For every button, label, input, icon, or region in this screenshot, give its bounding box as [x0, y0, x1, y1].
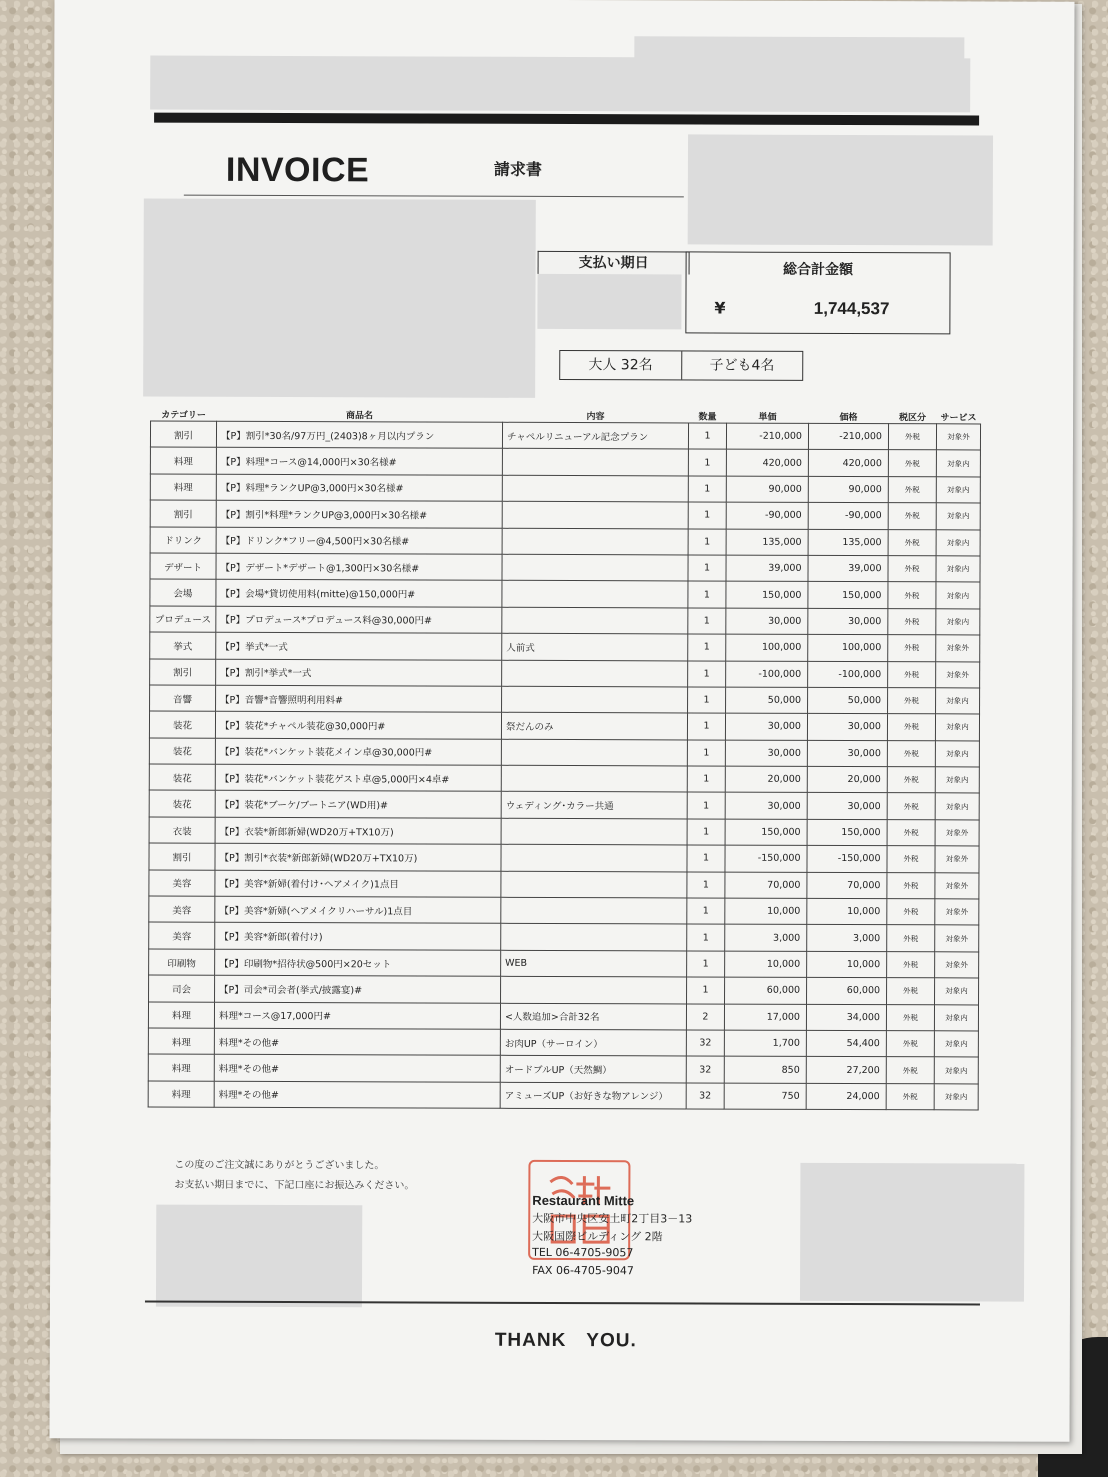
column-header: 内容 [586, 411, 605, 422]
table-row [148, 1081, 978, 1110]
service-cell: 対象内 [936, 609, 980, 636]
table-row [150, 659, 980, 688]
item-name-cell: 【P】美容*新郎(着付け) [215, 923, 501, 950]
table-row [149, 817, 979, 846]
category-cell: 印刷物 [149, 949, 215, 976]
quantity-cell: 1 [687, 977, 725, 1004]
guest-count-box [559, 350, 803, 381]
redaction-bank [156, 1205, 362, 1308]
category-cell: 装花 [149, 764, 215, 791]
description-cell [502, 686, 688, 713]
total-amount-box [685, 251, 950, 334]
price-cell: 30,000 [808, 608, 888, 635]
service-cell: 対象内 [935, 767, 979, 794]
item-name-cell: 【P】装花*ブーケ/ブートニア(WD用)# [215, 791, 501, 818]
tax-type-cell: 外税 [886, 1083, 934, 1110]
price-cell: 24,000 [806, 1083, 886, 1110]
table-row [149, 870, 979, 899]
table-row [148, 1002, 978, 1031]
category-cell: 料理 [148, 1002, 214, 1029]
service-cell: 対象外 [935, 952, 979, 979]
item-name-cell: 料理*コース@17,000円# [214, 1002, 500, 1029]
total-amount-label: 総合計金額 [783, 261, 854, 279]
shop-fax: FAX 06-4705-9047 [532, 1263, 634, 1278]
price-cell: 100,000 [808, 634, 888, 661]
service-cell: 対象内 [936, 556, 980, 583]
total-amount-value: 1,744,537 [813, 298, 890, 319]
unit-price-cell: 135,000 [726, 529, 808, 556]
redaction-signature [800, 1163, 1024, 1302]
price-cell: 10,000 [807, 951, 887, 978]
quantity-cell: 1 [688, 476, 726, 503]
description-cell [501, 924, 687, 951]
service-cell: 対象外 [936, 424, 980, 451]
unit-price-cell: 850 [724, 1056, 806, 1083]
unit-price-cell: 420,000 [726, 449, 808, 476]
price-cell: 150,000 [808, 582, 888, 609]
quantity-cell: 1 [687, 740, 725, 767]
table-row [148, 1028, 978, 1057]
page-title: INVOICE [225, 150, 370, 190]
price-cell: 90,000 [808, 476, 888, 503]
unit-price-cell: 30,000 [726, 608, 808, 635]
service-cell: 対象内 [934, 1084, 978, 1111]
line-items-table [148, 407, 980, 1111]
thank-you-footer: THANK YOU. [494, 1329, 637, 1352]
price-cell: -210,000 [808, 423, 888, 450]
header-rule [154, 113, 979, 126]
service-cell: 対象内 [936, 503, 980, 530]
category-cell: ドリンク [150, 527, 216, 554]
table-row [149, 843, 979, 872]
unit-price-cell: 30,000 [725, 793, 807, 820]
tax-type-cell: 外税 [888, 450, 936, 477]
redaction-customer [143, 199, 536, 398]
unit-price-cell: 50,000 [726, 687, 808, 714]
child-count: 子ども4名 [709, 357, 775, 374]
description-cell: オードブルUP（天然鯛） [500, 1056, 686, 1083]
category-cell: 料理 [150, 447, 216, 474]
service-cell: 対象外 [935, 872, 979, 899]
item-name-cell: 【P】印刷物*招待状@500円×20セット [215, 949, 501, 976]
description-cell [501, 739, 687, 766]
category-cell: 衣装 [149, 817, 215, 844]
price-cell: -150,000 [807, 846, 887, 873]
service-cell: 対象内 [935, 978, 979, 1005]
invoice-paper [49, 0, 1074, 1442]
table-row [149, 791, 979, 820]
category-cell: 美容 [149, 922, 215, 949]
tax-type-cell: 外税 [887, 899, 935, 926]
tax-type-cell: 外税 [888, 556, 936, 583]
description-cell [501, 845, 687, 872]
service-cell: 対象外 [935, 899, 979, 926]
unit-price-cell: 39,000 [726, 555, 808, 582]
item-name-cell: 【P】デザート*デザート@1,300円×30名様# [216, 553, 502, 580]
tax-type-cell: 外税 [887, 767, 935, 794]
title-underline [184, 195, 684, 198]
table-row [149, 738, 979, 767]
item-name-cell: 料理*その他# [214, 1081, 500, 1108]
tax-type-cell: 外税 [887, 819, 935, 846]
quantity-cell: 1 [687, 898, 725, 925]
price-cell: 27,200 [806, 1057, 886, 1084]
service-cell: 対象外 [935, 925, 979, 952]
table-row [150, 421, 980, 450]
item-name-cell: 【P】ドリンク*フリー@4,500円×30名様# [216, 527, 502, 554]
shop-address-1: 大阪市中央区安土町2丁目3－13 [532, 1211, 693, 1226]
quantity-cell: 1 [687, 792, 725, 819]
category-cell: 料理 [148, 1081, 214, 1108]
service-cell: 対象内 [936, 450, 980, 477]
column-header: 商品名 [346, 410, 374, 421]
quantity-cell: 1 [688, 581, 726, 608]
unit-price-cell: 10,000 [725, 898, 807, 925]
tax-type-cell: 外税 [887, 925, 935, 952]
category-cell: 割引 [149, 843, 215, 870]
price-cell: 3,000 [807, 925, 887, 952]
unit-price-cell: 60,000 [725, 977, 807, 1004]
tax-type-cell: 外税 [888, 529, 936, 556]
item-name-cell: 【P】衣装*新郎新婦(WD20万+TX10万) [215, 817, 501, 844]
quantity-cell: 1 [687, 924, 725, 951]
unit-price-cell: 90,000 [726, 476, 808, 503]
quantity-cell: 1 [687, 845, 725, 872]
thank-you-message: この度のご注文誠にありがとうございました。 [174, 1159, 385, 1172]
page-title-jp: 請求書 [493, 159, 542, 179]
service-cell: 対象内 [936, 529, 980, 556]
price-cell: 30,000 [807, 714, 887, 741]
quantity-cell: 1 [687, 819, 725, 846]
column-header: 税区分 [899, 412, 927, 423]
tax-type-cell: 外税 [888, 503, 936, 530]
unit-price-cell: 3,000 [725, 924, 807, 951]
quantity-cell: 32 [686, 1056, 724, 1083]
quantity-cell: 1 [688, 608, 726, 635]
unit-price-cell: 750 [724, 1083, 806, 1110]
table-row [150, 553, 980, 582]
service-cell: 対象内 [936, 477, 980, 504]
service-cell: 対象内 [935, 793, 979, 820]
quantity-cell: 1 [688, 423, 726, 450]
description-cell [502, 528, 688, 555]
price-cell: 54,400 [806, 1030, 886, 1057]
table-row [150, 632, 980, 661]
service-cell: 対象内 [935, 740, 979, 767]
category-cell: 装花 [149, 738, 215, 765]
tax-type-cell: 外税 [888, 608, 936, 635]
service-cell: 対象内 [934, 1057, 978, 1084]
service-cell: 対象内 [935, 714, 979, 741]
category-cell: 割引 [150, 659, 216, 686]
description-cell [501, 976, 687, 1003]
unit-price-cell: 70,000 [725, 872, 807, 899]
price-cell: 135,000 [808, 529, 888, 556]
unit-price-cell: 10,000 [725, 951, 807, 978]
redaction-top-right [688, 134, 993, 245]
service-cell: 対象内 [934, 1031, 978, 1058]
item-name-cell: 料理*その他# [214, 1028, 500, 1055]
service-cell: 対象内 [934, 1004, 978, 1031]
tax-type-cell: 外税 [886, 1004, 934, 1031]
item-name-cell: 【P】割引*30名/97万円_(2403)8ヶ月以内プラン [216, 421, 502, 448]
description-cell: チャペルリニューアル記念プラン [502, 422, 688, 449]
redaction-top-2 [634, 36, 964, 107]
tax-type-cell: 外税 [886, 1031, 934, 1058]
table-row [150, 527, 980, 556]
category-cell: 料理 [148, 1028, 214, 1055]
table-row [149, 896, 979, 925]
table-row [149, 764, 979, 793]
description-cell [501, 818, 687, 845]
price-cell: 60,000 [807, 978, 887, 1005]
category-cell: 料理 [150, 474, 216, 501]
adult-count: 大人 32名 [560, 351, 682, 379]
service-cell: 対象内 [936, 582, 980, 609]
price-cell: 420,000 [808, 450, 888, 477]
quantity-cell: 1 [687, 766, 725, 793]
description-cell [502, 501, 688, 528]
quantity-cell: 1 [687, 872, 725, 899]
price-cell: 30,000 [807, 793, 887, 820]
shop-tel: TEL 06-4705-9057 [532, 1245, 634, 1260]
item-name-cell: 【P】会場*貸切使用料(mitte)@150,000円# [216, 580, 502, 607]
redaction-due-date [537, 273, 681, 330]
tax-type-cell: 外税 [888, 424, 936, 451]
price-cell: 10,000 [807, 898, 887, 925]
tax-type-cell: 外税 [888, 635, 936, 662]
column-header: 数量 [698, 411, 717, 423]
table-body [148, 421, 980, 1110]
tax-type-cell: 外税 [888, 688, 936, 715]
unit-price-cell: -210,000 [726, 423, 808, 450]
unit-price-cell: 30,000 [725, 713, 807, 740]
item-name-cell: 【P】料理*コース@14,000円×30名様# [216, 448, 502, 475]
unit-price-cell: -150,000 [725, 845, 807, 872]
service-cell: 対象外 [936, 635, 980, 662]
service-cell: 対象内 [936, 688, 980, 715]
service-cell: 対象外 [935, 846, 979, 873]
table-row [150, 500, 980, 529]
table-row [149, 949, 979, 978]
price-cell: -90,000 [808, 503, 888, 530]
description-cell [502, 607, 688, 634]
unit-price-cell: 150,000 [726, 581, 808, 608]
tax-type-cell: 外税 [887, 978, 935, 1005]
due-date-label: 支払い期日 [538, 251, 690, 275]
item-name-cell: 料理*その他# [214, 1055, 500, 1082]
tax-type-cell: 外税 [887, 872, 935, 899]
item-name-cell: 【P】装花*チャペル装花@30,000円# [215, 712, 501, 739]
table-row [149, 711, 979, 740]
tax-type-cell: 外税 [887, 951, 935, 978]
description-cell: アミューズUP（お好きな物アレンジ） [500, 1082, 686, 1109]
currency-symbol: ¥ [714, 298, 726, 318]
tax-type-cell: 外税 [887, 740, 935, 767]
table-row [148, 1054, 978, 1083]
description-cell: お肉UP（サーロイン） [500, 1029, 686, 1056]
table-row [150, 685, 980, 714]
price-cell: 150,000 [807, 819, 887, 846]
unit-price-cell: 17,000 [724, 1004, 806, 1031]
table-row [149, 975, 979, 1004]
unit-price-cell: 20,000 [725, 766, 807, 793]
item-name-cell: 【P】プロデュース*プロデュース料@30,000円# [216, 606, 502, 633]
table-row [150, 606, 980, 635]
description-cell [502, 554, 688, 581]
item-name-cell: 【P】挙式*一式 [216, 632, 502, 659]
description-cell [502, 660, 688, 687]
column-header: 価格 [839, 412, 858, 423]
description-cell [502, 449, 688, 476]
shop-name: Restaurant Mitte [532, 1192, 635, 1209]
category-cell: 美容 [149, 870, 215, 897]
quantity-cell: 1 [688, 555, 726, 582]
tax-type-cell: 外税 [887, 846, 935, 873]
price-cell: 20,000 [807, 766, 887, 793]
column-header: カテゴリー [161, 410, 206, 421]
description-cell: WEB [501, 950, 687, 977]
quantity-cell: 1 [688, 529, 726, 556]
category-cell: 割引 [150, 500, 216, 527]
item-name-cell: 【P】司会*司会者(挙式/披露宴)# [215, 975, 501, 1002]
category-cell: 会場 [150, 579, 216, 606]
description-cell [501, 871, 687, 898]
category-cell: 料理 [148, 1054, 214, 1081]
unit-price-cell: -100,000 [726, 661, 808, 688]
price-cell: 50,000 [808, 687, 888, 714]
price-cell: 39,000 [808, 555, 888, 582]
unit-price-cell: 100,000 [726, 634, 808, 661]
column-header: 単価 [758, 412, 777, 423]
item-name-cell: 【P】美容*新婦(着付け･ヘアメイク)1点目 [215, 870, 501, 897]
category-cell: 美容 [149, 896, 215, 923]
quantity-cell: 1 [688, 502, 726, 529]
shop-address-2: 大阪国際ビルディング 2階 [532, 1229, 663, 1244]
category-cell: 装花 [149, 791, 215, 818]
description-cell: ウェディング･カラー共通 [501, 792, 687, 819]
description-cell [501, 897, 687, 924]
category-cell: プロデュース [150, 606, 216, 633]
price-cell: 70,000 [807, 872, 887, 899]
unit-price-cell: -90,000 [726, 502, 808, 529]
table-row [149, 922, 979, 951]
service-cell: 対象外 [936, 661, 980, 688]
category-cell: 挙式 [150, 632, 216, 659]
table-row [150, 474, 980, 503]
quantity-cell: 2 [686, 1004, 724, 1031]
tax-type-cell: 外税 [887, 793, 935, 820]
item-name-cell: 【P】割引*挙式*一式 [216, 659, 502, 686]
item-name-cell: 【P】装花*バンケット装花メイン卓@30,000円# [215, 738, 501, 765]
category-cell: 司会 [149, 975, 215, 1002]
category-cell: 割引 [150, 421, 216, 448]
category-cell: 音響 [150, 685, 216, 712]
item-name-cell: 【P】美容*新婦(ヘアメイクリハーサル)1点目 [215, 896, 501, 923]
table-row [150, 579, 980, 608]
description-cell [501, 765, 687, 792]
description-cell [502, 475, 688, 502]
unit-price-cell: 1,700 [724, 1030, 806, 1057]
quantity-cell: 1 [687, 713, 725, 740]
item-name-cell: 【P】割引*料理*ランクUP@3,000円×30名様# [216, 500, 502, 527]
price-cell: 30,000 [807, 740, 887, 767]
quantity-cell: 1 [688, 687, 726, 714]
item-name-cell: 【P】料理*ランクUP@3,000円×30名様# [216, 474, 502, 501]
quantity-cell: 1 [688, 660, 726, 687]
price-cell: 34,000 [806, 1004, 886, 1031]
unit-price-cell: 30,000 [725, 740, 807, 767]
item-name-cell: 【P】割引*衣装*新郎新婦(WD20万+TX10万) [215, 844, 501, 871]
price-cell: -100,000 [808, 661, 888, 688]
unit-price-cell: 150,000 [725, 819, 807, 846]
quantity-cell: 1 [688, 634, 726, 661]
tax-type-cell: 外税 [888, 661, 936, 688]
description-cell: 祭だんのみ [501, 713, 687, 740]
description-cell: 人前式 [502, 633, 688, 660]
tax-type-cell: 外税 [886, 1057, 934, 1084]
quantity-cell: 32 [686, 1030, 724, 1057]
table-row [150, 447, 980, 476]
description-cell [502, 581, 688, 608]
payment-instruction: お支払い期日までに、下記口座にお振込みください。 [174, 1179, 415, 1192]
quantity-cell: 1 [687, 951, 725, 978]
item-name-cell: 【P】音響*音響照明利用料# [216, 685, 502, 712]
quantity-cell: 1 [688, 449, 726, 476]
category-cell: デザート [150, 553, 216, 580]
tax-type-cell: 外税 [888, 582, 936, 609]
category-cell: 装花 [149, 711, 215, 738]
tax-type-cell: 外税 [887, 714, 935, 741]
description-cell: <人数追加>合計32名 [500, 1003, 686, 1030]
quantity-cell: 32 [686, 1083, 724, 1110]
item-name-cell: 【P】装花*バンケット装花ゲスト卓@5,000円×4卓# [215, 764, 501, 791]
tax-type-cell: 外税 [888, 476, 936, 503]
service-cell: 対象外 [935, 820, 979, 847]
column-header: サービス [940, 412, 977, 423]
